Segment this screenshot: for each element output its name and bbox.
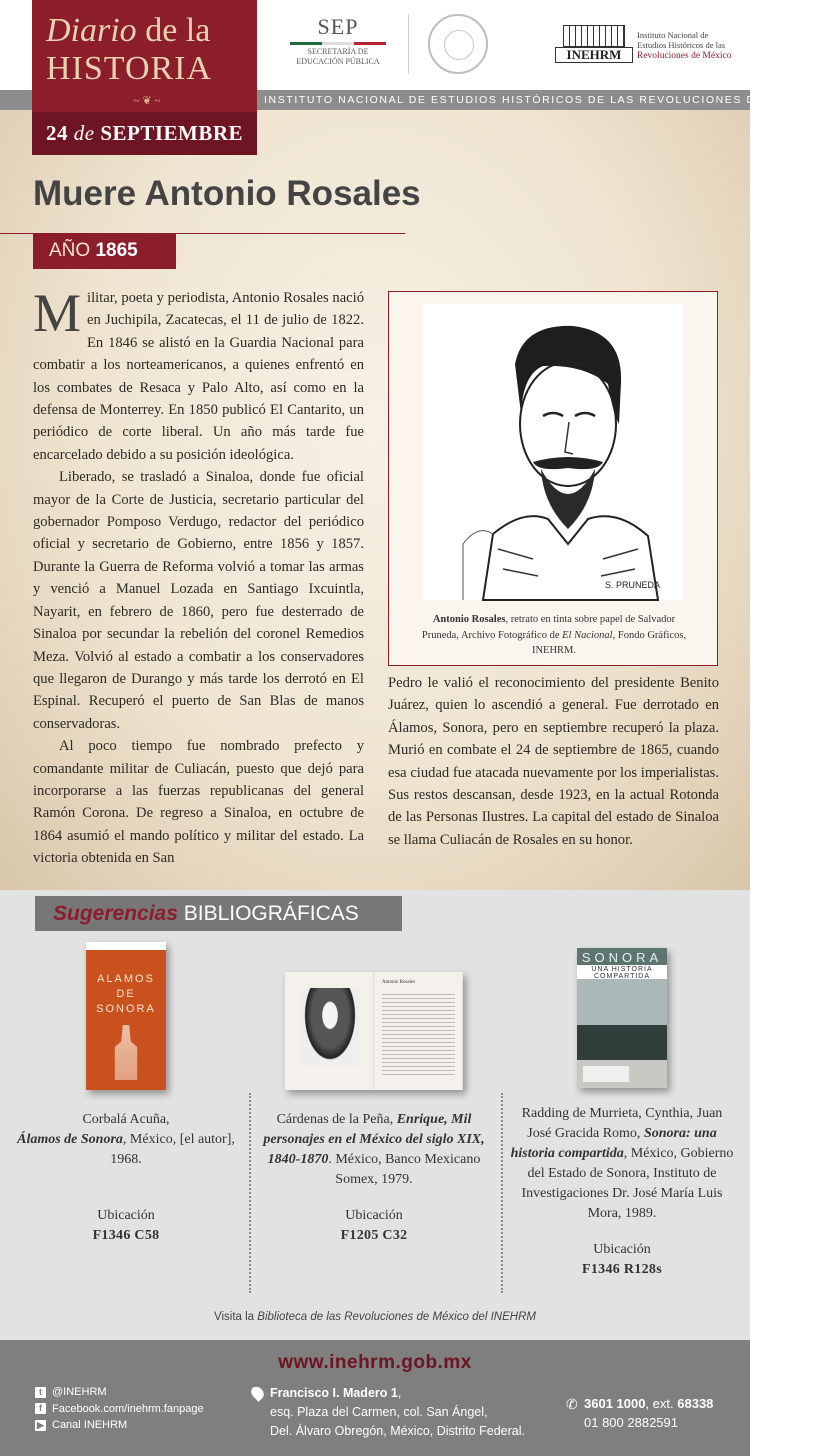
address-street: Francisco I. Madero 1 <box>270 1386 398 1400</box>
artist-signature: S. PRUNEDA <box>605 580 661 590</box>
cover-label <box>583 1066 629 1082</box>
inehrm-fullname <box>637 30 747 61</box>
visit-library-name: Biblioteca de las Revoluciones de México del INEHRM <box>257 1311 536 1323</box>
header-divider <box>408 14 409 74</box>
twitter-link[interactable] <box>35 1384 204 1401</box>
church-tower-icon <box>110 1025 142 1080</box>
sep-subtitle-2: EDUCACIÓN PÚBLICA <box>296 57 380 66</box>
inehrm-line-3: Revoluciones de México <box>637 51 732 61</box>
book-author: Corbalá Acuña, <box>82 1112 170 1127</box>
portrait-photo <box>301 988 359 1066</box>
book-location-code: F1346 C58 <box>92 1228 160 1243</box>
caption-italic: El Nacional <box>562 629 613 641</box>
portrait-caption <box>419 612 689 659</box>
sep-subtitle-1: SECRETARÍA DE <box>307 47 369 56</box>
inehrm-logo[interactable] <box>555 25 633 65</box>
date-day: 24 <box>45 121 68 145</box>
year-badge <box>33 233 176 269</box>
article-title: Muere Antonio Rosales <box>33 174 421 213</box>
book-location-code: F1346 R128s <box>582 1262 662 1277</box>
portrait-drawing <box>423 304 683 600</box>
address-line-1 <box>270 1384 525 1403</box>
book-title: Enrique, Mil personajes en el México del siglo XIX, 1840-1870 <box>263 1112 485 1167</box>
facebook-icon: f <box>35 1403 46 1414</box>
brand-date <box>32 112 257 155</box>
date-de: de <box>73 121 95 145</box>
book-location <box>6 1226 246 1246</box>
address-line-2: esq. Plaza del Carmen, col. San Ángel, <box>270 1405 488 1419</box>
inehrm-wordmark: INEHRM <box>555 47 633 63</box>
article-section <box>0 110 750 890</box>
book-card-1[interactable] <box>6 942 246 1246</box>
phone-info <box>566 1394 713 1432</box>
website-link[interactable]: www.inehrm.gob.mx <box>278 1352 472 1373</box>
phone-ext-label: , ext. <box>645 1396 678 1411</box>
book-location-label: Ubicación <box>345 1208 403 1223</box>
page-text-lines <box>382 994 455 1078</box>
cover-subtitle: UNA HISTORIA COMPARTIDA <box>591 966 653 980</box>
brand-italic: Diario <box>46 12 137 49</box>
institute-band-text: INSTITUTO NACIONAL DE ESTUDIOS HISTÓRICOS DE LAS REVOLUCIONES DE MÉXICO <box>264 94 820 106</box>
cover-title: ALAMOS DE SONORA <box>96 973 156 1015</box>
book-citation-2 <box>254 1110 494 1190</box>
paragraph-2: Liberado, se trasladó a Sinaloa, donde fue oficial mayor de la Corte de Justicia, secretario particular del gobernador Pomposo Verdugo, redactor del periódico oficial y secretario de Gobierno, entre 1856 y 1857. Durante la Guerra de Reforma volvió a tomar las armas y venció a Manuel Lozada en Santiago Ixcuintla, Nayarit, en febrero de 1860, pero fue desterrado de Sinaloa por secundar la rebelión del coronel Remedios Meza. Volvió al estado a combatir a los conservadores que llegaron de Durango y más tarde los derrotó en El Espinal. Recuperó el puerto de San Blas de manos conservadoras. <box>33 469 364 732</box>
phone-line-2[interactable]: 01 800 2882591 <box>584 1415 678 1430</box>
year-label: AÑO <box>49 240 91 261</box>
suggestions-title <box>35 896 402 931</box>
caption-text-2: , Fondo Gráficos, INEHRM. <box>531 629 687 656</box>
book-title: Álamos de Sonora <box>17 1132 123 1147</box>
facebook-link[interactable] <box>35 1401 204 1418</box>
book-publication: , México, Gobierno del Estado de Sonora, Instituto de Investigaciones Dr. José María Luis Mora, 1989. <box>521 1146 734 1221</box>
inehrm-line-2: Estudios Históricos de las <box>637 40 726 50</box>
column-divider-2 <box>501 1093 503 1293</box>
column-divider-1 <box>249 1093 251 1293</box>
brand-title-line-1 <box>46 12 210 50</box>
flag-stripe <box>290 42 386 45</box>
phone-icon: ✆ <box>566 1396 578 1412</box>
portrait-frame <box>388 291 718 666</box>
book-publication: . México, Banco Mexicano Somex, 1979. <box>328 1152 481 1187</box>
book-location-code: F1205 C32 <box>340 1228 408 1243</box>
brand-title-line-2: HISTORIA <box>46 50 213 87</box>
book-citation-3 <box>502 1104 742 1224</box>
book-location-label: Ubicación <box>593 1242 651 1257</box>
sep-word: SEP <box>317 14 359 39</box>
book-title: Sonora: una historia compartida <box>510 1126 717 1161</box>
book-right-page <box>374 972 463 1090</box>
footer <box>0 1340 750 1456</box>
date-month: SEPTIEMBRE <box>100 121 244 145</box>
visit-prefix: Visita la <box>214 1311 258 1323</box>
youtube-handle: Canal INEHRM <box>52 1419 128 1431</box>
building-icon <box>563 25 625 47</box>
address <box>252 1384 525 1441</box>
paragraph-3: Al poco tiempo fue nombrado prefecto y comandante militar de Culiacán, puesto que dejó para incorporarse a las fuerzas republicanas del general Ramón Corona. De regreso a Sinaloa, en octubre de 1864 asumió el mando político y militar del estado. La victoria obtenida en San <box>33 738 364 867</box>
book-card-2[interactable] <box>254 942 494 1246</box>
social-links <box>35 1384 204 1434</box>
book-author: Cárdenas de la Peña, <box>276 1112 397 1127</box>
book-location <box>254 1226 494 1246</box>
phone-ext: 68338 <box>677 1396 714 1411</box>
address-line-3: Del. Álvaro Obregón, México, Distrito Federal. <box>270 1424 525 1438</box>
address-comma: , <box>397 1386 402 1400</box>
youtube-icon: ▶ <box>35 1420 46 1431</box>
phone-main: 3601 1000 <box>584 1396 646 1411</box>
brand-rest: de la <box>136 12 211 49</box>
suggestions-title-rest: BIBLIOGRÁFICAS <box>177 902 359 925</box>
book-cover-3[interactable] <box>577 948 667 1088</box>
facebook-handle: Facebook.com/inehrm.fanpage <box>52 1402 204 1415</box>
article-column-right <box>388 672 719 851</box>
sep-logo[interactable] <box>278 14 398 74</box>
inehrm-line-1: Instituto Nacional de <box>637 30 709 40</box>
paragraph-4: Pedro le valió el reconocimiento del presidente Benito Juárez, quien lo ascendió a general. Fue derrotado en Álamos, Sonora, pero en septiembre recuperó la plaza. Murió en combate el 24 de septiembre de 1865, cuando esa ciudad fue atacada nuevamente por los imperialistas. Sus restos descansan, desde 1923, en la actual Rotonda de las Personas Ilustres. La capital del estado de Sinaloa se llama Culiacán de Rosales en su honor. <box>388 675 719 848</box>
book-location <box>502 1260 742 1280</box>
twitter-handle: @INEHRM <box>52 1386 107 1398</box>
diario-brand <box>32 0 257 155</box>
drop-cap: M <box>33 283 82 343</box>
caption-text-1: , retrato en tinta sobre papel de Salvador Pruneda, Archivo Fotográfico de <box>421 614 676 641</box>
cover-title: SONORA <box>581 950 663 965</box>
suggestions-title-italic: Sugerencias <box>53 902 178 925</box>
national-seal-icon <box>428 14 488 74</box>
library-visit-note[interactable] <box>0 1311 750 1323</box>
cover-strip <box>86 942 166 950</box>
book-card-3[interactable] <box>502 942 742 1280</box>
paragraph-1 <box>33 283 364 466</box>
book-publication: , México, [el autor], 1968. <box>110 1132 235 1167</box>
article-column-left <box>33 283 364 870</box>
suggestions-section <box>0 890 750 1340</box>
caption-name: Antonio Rosales <box>432 614 506 625</box>
paragraph-1-text: ilitar, poeta y periodista, Antonio Rosales nació en Juchipila, Zacatecas, el 11 de julio de 1822. En 1846 se alistó en la Guardia Nacional para combatir a los norteamericanos, a quienes enfrentó en los combates de Resaca y Palo Alto, así como en la defensa de Monterrey. En 1850 publicó El Cantarito, un periódico de corte liberal. Un año más tarde fue encarcelado debido a su posición ideológica. <box>33 290 364 463</box>
youtube-link[interactable] <box>35 1417 204 1434</box>
phone-line-1[interactable] <box>584 1394 713 1413</box>
twitter-icon: t <box>35 1387 46 1398</box>
location-pin-icon <box>249 1384 267 1402</box>
book-citation-1 <box>6 1110 246 1170</box>
ornament-icon: ~ ❦ ~ <box>133 95 161 107</box>
book-left-page <box>285 972 374 1090</box>
book-author: Radding de Murrieta, Cynthia, Juan José Gracida Romo, <box>521 1106 723 1141</box>
book-cover-1[interactable] <box>86 942 166 1090</box>
year-value: 1865 <box>95 240 138 261</box>
page-heading: Antonio Rosales <box>382 980 416 985</box>
book-location-label: Ubicación <box>97 1208 155 1223</box>
book-cover-2[interactable] <box>285 972 463 1090</box>
